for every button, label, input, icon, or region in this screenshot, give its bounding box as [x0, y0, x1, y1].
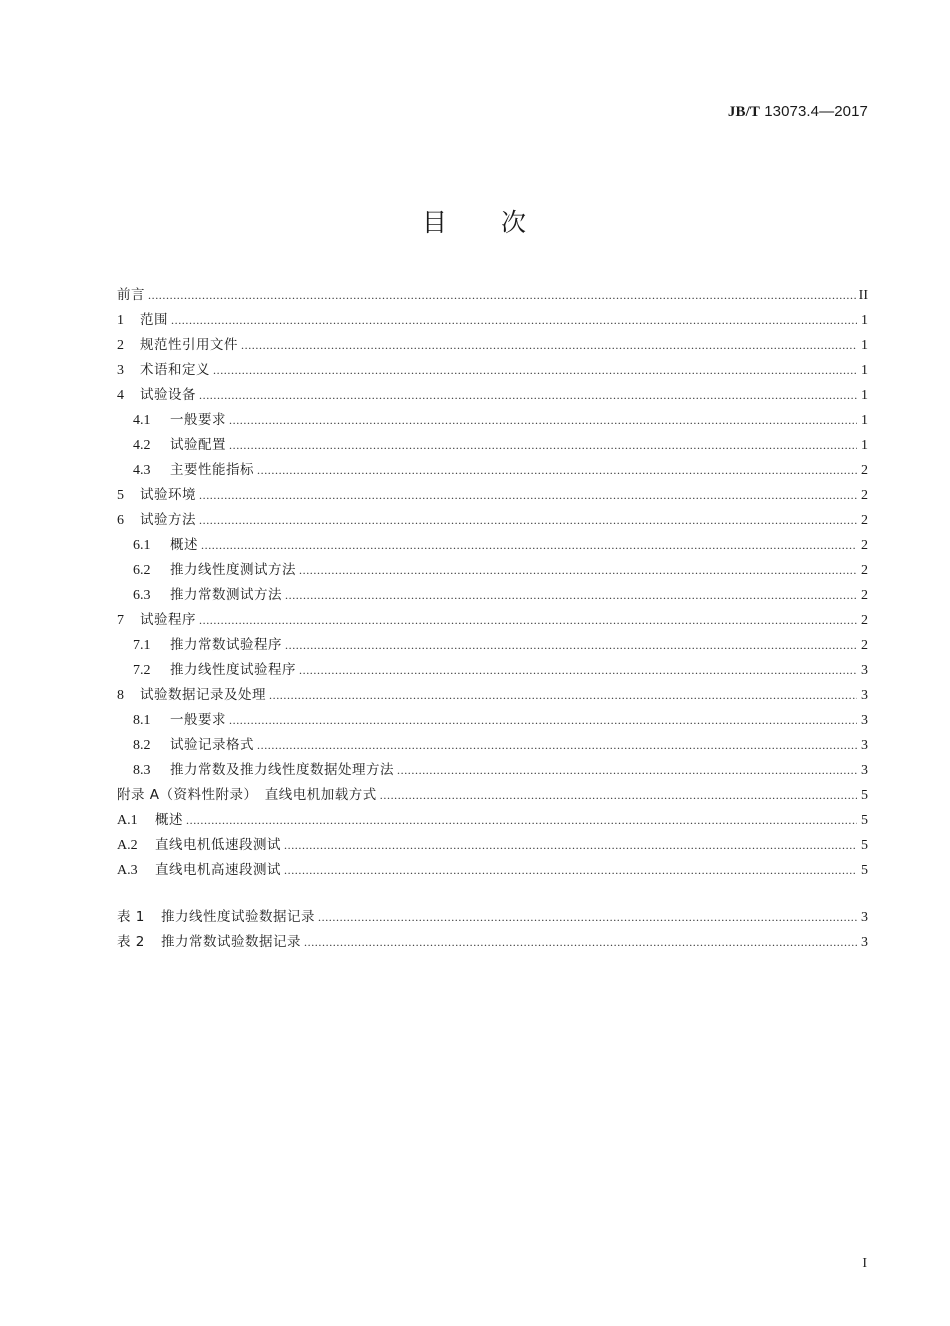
dot-leader — [199, 508, 857, 533]
toc-label: 推力常数试验程序 — [170, 637, 282, 653]
toc-page: 3 — [861, 688, 868, 703]
dot-leader — [148, 283, 857, 308]
toc-subentry[interactable] — [117, 533, 868, 558]
toc-subentry[interactable] — [117, 458, 868, 483]
standard-number — [728, 103, 868, 121]
dot-leader — [171, 308, 857, 333]
toc-number: 5 — [117, 488, 124, 503]
toc-subentry[interactable] — [117, 408, 868, 433]
toc-label: 范围 — [140, 312, 168, 328]
page-number: I — [862, 1256, 867, 1271]
toc-appendix-entry[interactable] — [117, 858, 868, 883]
toc-page: 2 — [861, 613, 868, 628]
toc-number: 6.1 — [133, 538, 151, 553]
toc-page: 3 — [861, 738, 868, 753]
toc-entry-foreword[interactable] — [117, 283, 868, 308]
toc-label: 规范性引用文件 — [140, 337, 238, 353]
table-number: 表 2 — [117, 934, 145, 950]
toc-label: 试验环境 — [140, 487, 196, 503]
toc-entry-appendix-a[interactable] — [117, 783, 868, 808]
toc-page: 1 — [861, 363, 868, 378]
toc-page: 1 — [861, 313, 868, 328]
dot-leader — [201, 533, 857, 558]
dot-leader — [285, 583, 857, 608]
toc-number: 6.3 — [133, 588, 151, 603]
dot-leader — [304, 930, 857, 955]
toc-subentry[interactable] — [117, 558, 868, 583]
toc-label: 推力常数及推力线性度数据处理方法 — [170, 762, 394, 778]
toc-number: 8.3 — [133, 763, 151, 778]
dot-leader — [299, 658, 857, 683]
toc-entry[interactable] — [117, 358, 868, 383]
toc-table-entry[interactable] — [117, 905, 868, 930]
toc-number: 6.2 — [133, 563, 151, 578]
dot-leader — [199, 383, 857, 408]
toc-page: 2 — [861, 488, 868, 503]
toc-page: 3 — [861, 763, 868, 778]
dot-leader — [186, 808, 857, 833]
dot-leader — [318, 905, 857, 930]
standard-code: 13073.4—2017 — [759, 103, 868, 120]
toc-label: 试验记录格式 — [170, 737, 254, 753]
toc-number: 8 — [117, 688, 124, 703]
toc-subentry[interactable] — [117, 433, 868, 458]
toc-table-entry[interactable] — [117, 930, 868, 955]
toc-number: 7.2 — [133, 663, 151, 678]
toc-label: 推力常数测试方法 — [170, 587, 282, 603]
toc-page: 5 — [861, 788, 868, 803]
toc-page: 3 — [861, 663, 868, 678]
dot-leader — [229, 708, 857, 733]
toc-number: 8.2 — [133, 738, 151, 753]
toc-page: 3 — [861, 713, 868, 728]
toc-subentry[interactable] — [117, 708, 868, 733]
toc-page: 2 — [861, 563, 868, 578]
table-label: 推力线性度试验数据记录 — [161, 909, 315, 925]
title-char-1: 目 — [421, 208, 449, 237]
toc-number: 8.1 — [133, 713, 151, 728]
section-spacer — [117, 883, 868, 905]
dot-leader — [397, 758, 857, 783]
toc-number: 4.2 — [133, 438, 151, 453]
toc-page: 5 — [861, 863, 868, 878]
table-of-contents — [117, 283, 868, 955]
toc-label: 直线电机低速段测试 — [155, 837, 281, 853]
toc-page: 3 — [861, 935, 868, 950]
dot-leader — [380, 783, 857, 808]
dot-leader — [229, 433, 857, 458]
dot-leader — [199, 483, 857, 508]
toc-label: 试验方法 — [140, 512, 196, 528]
toc-number: A.1 — [117, 813, 138, 828]
toc-label: 试验数据记录及处理 — [140, 687, 266, 703]
toc-subentry[interactable] — [117, 733, 868, 758]
toc-entry[interactable] — [117, 683, 868, 708]
toc-appendix-entry[interactable] — [117, 833, 868, 858]
dot-leader — [269, 683, 857, 708]
toc-label: 主要性能指标 — [170, 462, 254, 478]
toc-page: 1 — [861, 413, 868, 428]
toc-number: 6 — [117, 513, 124, 528]
toc-label: 试验配置 — [170, 437, 226, 453]
toc-number: A.3 — [117, 863, 138, 878]
dot-leader — [257, 733, 857, 758]
toc-entry[interactable] — [117, 383, 868, 408]
dot-leader — [199, 608, 857, 633]
toc-number: 7.1 — [133, 638, 151, 653]
toc-number: A.2 — [117, 838, 138, 853]
toc-label: 概述 — [155, 812, 183, 828]
dot-leader — [213, 358, 857, 383]
toc-subentry[interactable] — [117, 758, 868, 783]
toc-page: 3 — [861, 910, 868, 925]
toc-label: 试验程序 — [140, 612, 196, 628]
toc-page: 1 — [861, 438, 868, 453]
toc-label: 概述 — [170, 537, 198, 553]
dot-leader — [229, 408, 857, 433]
toc-label: 一般要求 — [170, 712, 226, 728]
toc-label: 一般要求 — [170, 412, 226, 428]
toc-page: 1 — [861, 388, 868, 403]
dot-leader — [284, 833, 857, 858]
table-number: 表 1 — [117, 909, 145, 925]
toc-number: 4.1 — [133, 413, 151, 428]
title-char-2: 次 — [501, 208, 529, 237]
toc-entry[interactable] — [117, 308, 868, 333]
toc-label: 推力线性度试验程序 — [170, 662, 296, 678]
toc-number: 7 — [117, 613, 124, 628]
toc-appendix-entry[interactable] — [117, 808, 868, 833]
toc-label: 附录 A（资料性附录） 直线电机加载方式 — [117, 787, 377, 803]
standard-prefix: JB/T — [727, 104, 760, 120]
toc-page: 2 — [861, 538, 868, 553]
toc-label: 术语和定义 — [140, 362, 210, 378]
toc-label: 试验设备 — [140, 387, 196, 403]
toc-page: 2 — [861, 638, 868, 653]
dot-leader — [299, 558, 857, 583]
toc-page: 5 — [861, 838, 868, 853]
toc-number: 2 — [117, 338, 124, 353]
page-title — [0, 203, 950, 239]
toc-entry[interactable] — [117, 483, 868, 508]
dot-leader — [285, 633, 857, 658]
toc-subentry[interactable] — [117, 633, 868, 658]
toc-page: 1 — [861, 338, 868, 353]
toc-page: 2 — [861, 463, 868, 478]
toc-number: 3 — [117, 363, 124, 378]
dot-leader — [241, 333, 857, 358]
toc-page: II — [858, 288, 868, 303]
table-label: 推力常数试验数据记录 — [161, 934, 301, 950]
toc-number: 1 — [117, 313, 124, 328]
toc-number: 4.3 — [133, 463, 151, 478]
toc-page: 2 — [861, 513, 868, 528]
toc-page: 2 — [861, 588, 868, 603]
dot-leader — [257, 458, 857, 483]
dot-leader — [284, 858, 857, 883]
toc-number: 4 — [117, 388, 124, 403]
toc-page: 5 — [861, 813, 868, 828]
toc-subentry[interactable] — [117, 658, 868, 683]
toc-label: 直线电机高速段测试 — [155, 862, 281, 878]
toc-subentry[interactable] — [117, 583, 868, 608]
toc-label: 前言 — [117, 287, 145, 303]
toc-entry[interactable] — [117, 333, 868, 358]
toc-entry[interactable] — [117, 608, 868, 633]
toc-entry[interactable] — [117, 508, 868, 533]
toc-label: 推力线性度测试方法 — [170, 562, 296, 578]
